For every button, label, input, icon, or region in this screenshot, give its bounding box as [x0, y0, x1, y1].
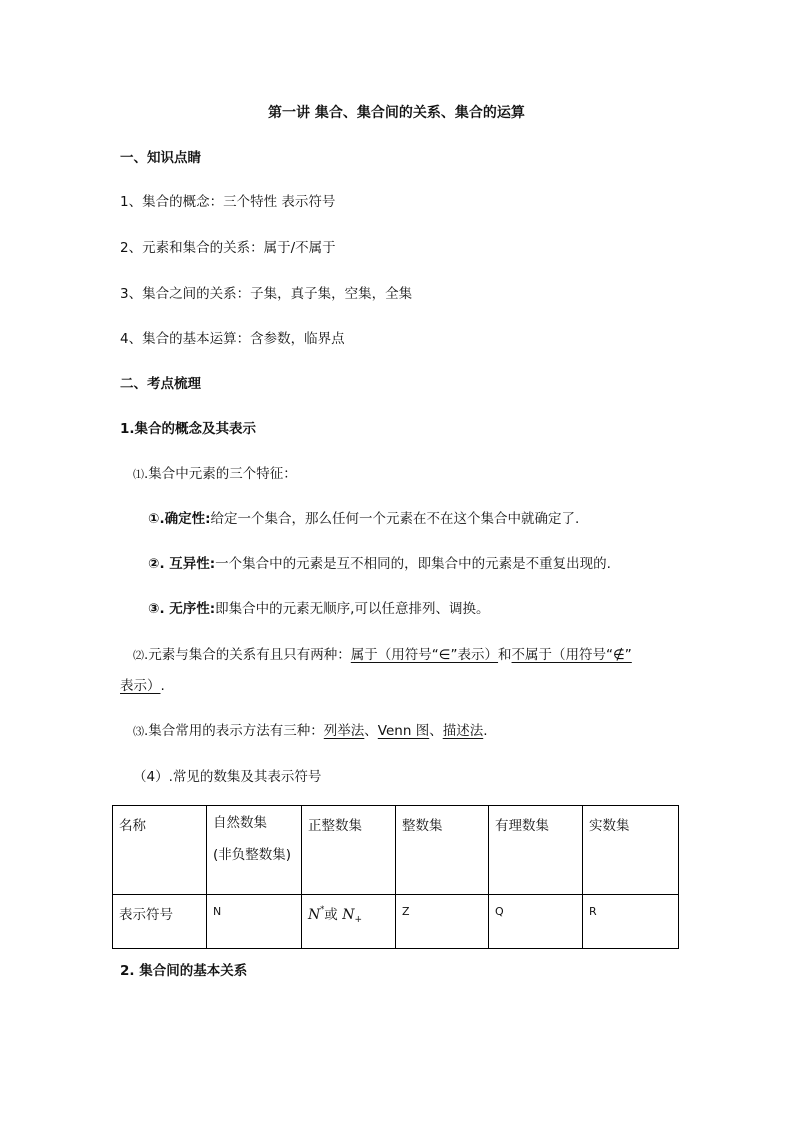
symbol-integer: Z: [402, 905, 410, 918]
cell-text: 自然数集: [213, 815, 267, 831]
symbol-rational: Q: [495, 905, 504, 918]
table-cell: [207, 895, 302, 949]
paragraph-number-sets: （4）.常见的数集及其表示符号: [133, 769, 322, 785]
feature-name: .确定性:: [159, 511, 211, 527]
subsection-heading-relations: 2. 集合间的基本关系: [120, 963, 248, 979]
feature-name: . 互异性:: [159, 556, 216, 572]
table-header-cell: [113, 806, 207, 895]
cell-text: 正整数集: [308, 818, 362, 834]
paragraph-lead: .集合常用的表示方法有三种：: [144, 723, 324, 739]
symbol-natural: N: [213, 905, 222, 918]
table-row-names: [113, 806, 679, 895]
cell-text: 有理数集: [495, 818, 549, 834]
feature-number: ③: [148, 601, 160, 617]
knowledge-item: 4、集合的基本运算：含参数，临界点: [120, 331, 345, 347]
paragraph-membership-continued: [120, 677, 165, 695]
cell-note: (非负整数集): [213, 847, 292, 863]
table-cell: [583, 895, 679, 949]
method-enumeration: 列举法: [323, 723, 365, 739]
paragraph-end: .: [483, 723, 488, 739]
paragraph-number: ⑴: [133, 468, 144, 481]
paragraph-membership: [133, 646, 632, 665]
number-sets-table: [112, 805, 679, 949]
paragraph-number: ⑵: [133, 649, 144, 662]
table-header-cell: [207, 806, 302, 895]
cell-text: 名称: [119, 818, 146, 834]
method-separator: 、: [429, 723, 443, 739]
table-header-cell: [302, 806, 396, 895]
table-cell: [302, 895, 396, 949]
feature-unorderedness: [148, 600, 489, 618]
subsection-heading-concept: 1.集合的概念及其表示: [120, 421, 257, 437]
paragraph-number: ⑶: [133, 725, 144, 738]
knowledge-item: 2、元素和集合的关系：属于/不属于: [120, 240, 336, 256]
paragraph-representation-methods: [133, 722, 488, 741]
paragraph-element-features: [133, 465, 297, 484]
cell-text: 实数集: [589, 818, 630, 834]
document-title: 第一讲 集合、集合间的关系、集合的运算: [268, 105, 525, 121]
table-cell: [113, 895, 207, 949]
table-cell: [396, 895, 489, 949]
table-header-cell: [396, 806, 489, 895]
feature-number: ②: [148, 556, 160, 572]
feature-definiteness: [148, 510, 579, 528]
paragraph-text: .集合中元素的三个特征：: [144, 466, 297, 482]
symbol-or: 或: [324, 907, 338, 923]
section-heading-knowledge: 一、知识点睛: [120, 150, 201, 166]
symbol-positive-plus: $N_+$: [342, 907, 362, 925]
cell-text: 整数集: [402, 818, 443, 834]
symbol-real: R: [589, 905, 597, 918]
membership-and: 和: [498, 647, 512, 663]
method-separator: 、: [364, 723, 378, 739]
feature-description: 一个集合中的元素是互不相同的，即集合中的元素是不重复出现的.: [215, 556, 611, 572]
paragraph-lead: .元素与集合的关系有且只有两种：: [144, 647, 351, 663]
table-header-cell: [489, 806, 583, 895]
method-venn: Venn 图: [377, 723, 430, 739]
knowledge-item: 1、集合的概念：三个特性 表示符号: [120, 194, 336, 210]
feature-description: 给定一个集合，那么任何一个元素在不在这个集合中就确定了.: [210, 511, 580, 527]
table-row-symbols: [113, 895, 679, 949]
feature-name: . 无序性:: [159, 601, 216, 617]
symbol-positive-star: N*: [308, 905, 325, 923]
knowledge-item: 3、集合之间的关系：子集，真子集，空集，全集: [120, 286, 413, 302]
table-cell: [489, 895, 583, 949]
paragraph-end: .: [160, 678, 165, 694]
method-description: 描述法: [442, 723, 484, 739]
membership-not-belongs-end: 表示）: [120, 678, 161, 694]
table-header-cell: [583, 806, 679, 895]
membership-not-belongs: 不属于（用符号“∉”: [511, 647, 632, 663]
cell-text: 表示符号: [119, 907, 173, 923]
feature-number: ①: [148, 511, 160, 527]
section-heading-review: 二、考点梳理: [120, 376, 201, 392]
feature-description: 即集合中的元素无顺序,可以任意排列、调换。: [215, 601, 490, 617]
feature-distinctness: [148, 555, 611, 573]
membership-belongs: 属于（用符号“∈”表示）: [350, 647, 499, 663]
